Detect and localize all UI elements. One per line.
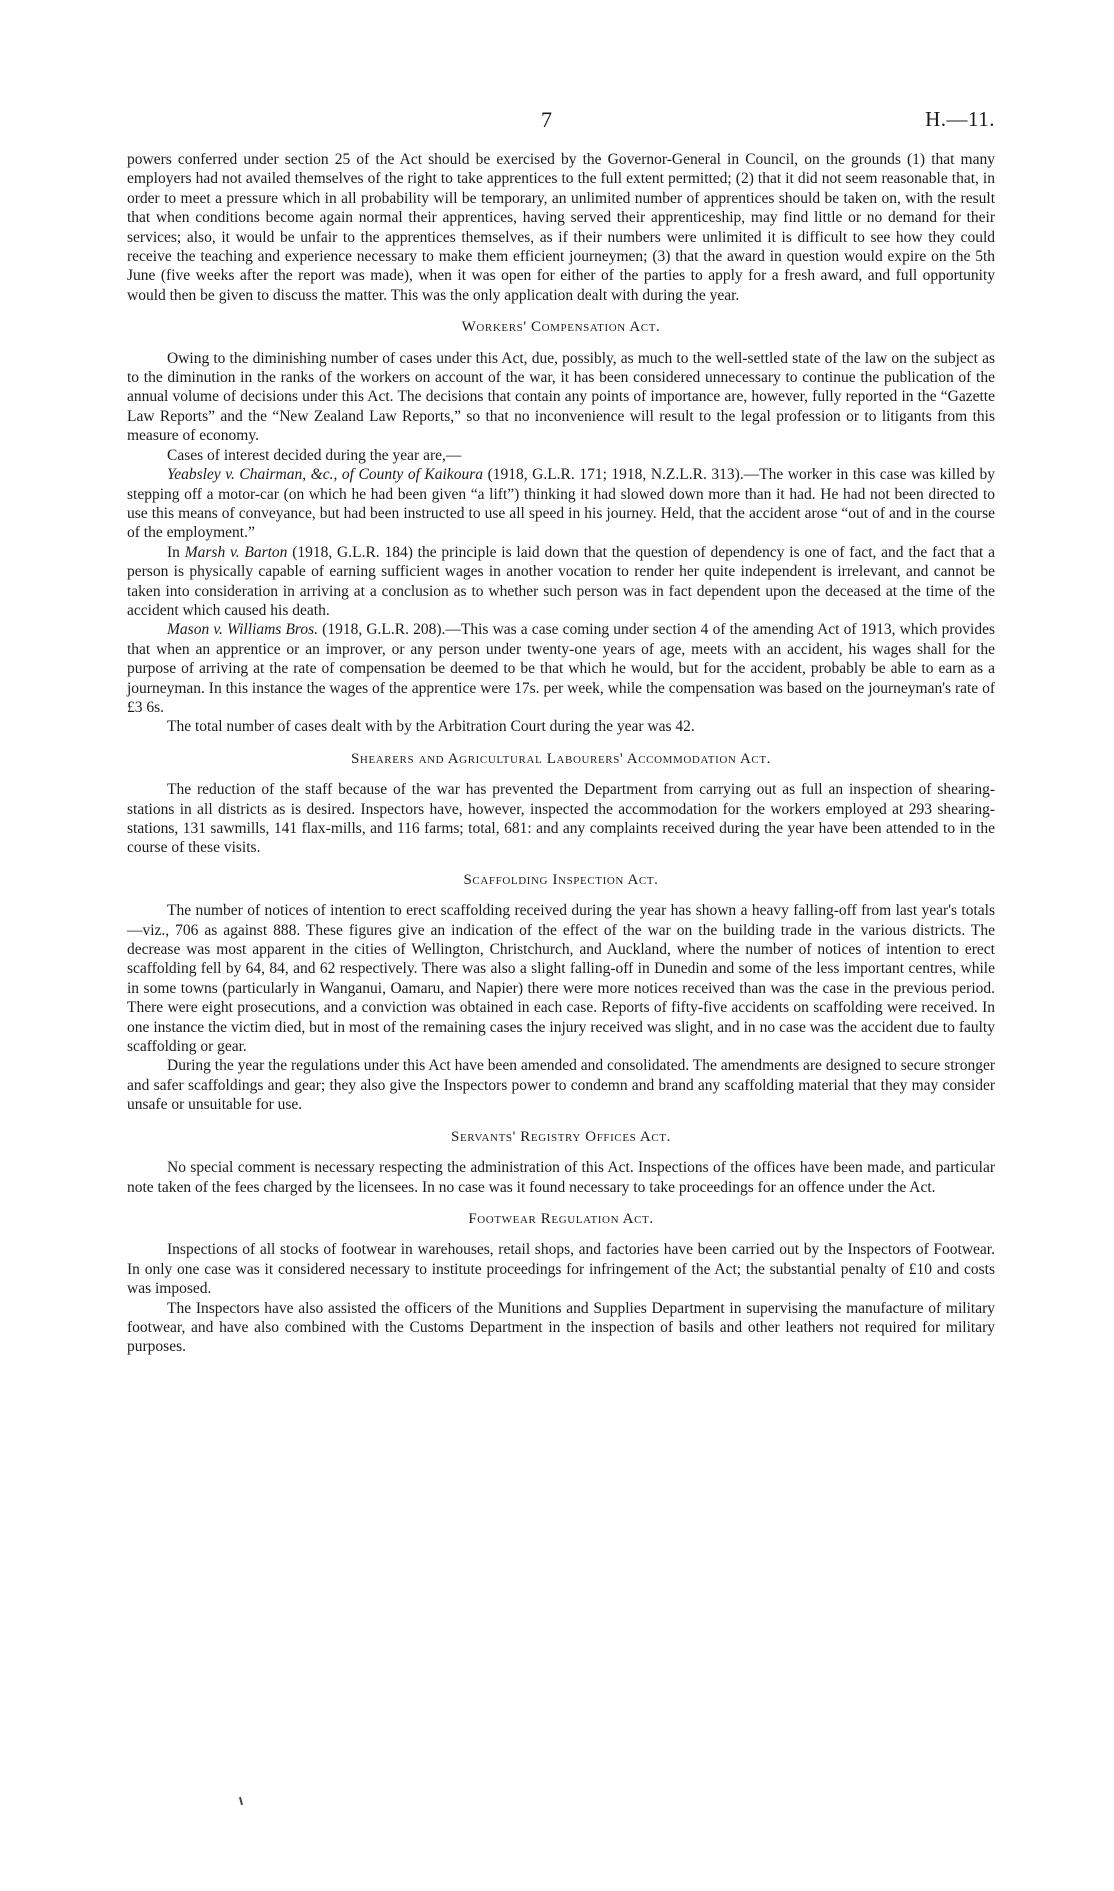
footwear-paragraph-2: The Inspectors have also assisted the officers of the Munitions and Supplies Department in supervising the manufacture of military footwear, and have also combined with the Customs Department in the inspection of basils and other leathers not required for military purposes. — [127, 1299, 995, 1356]
workers-paragraph-1: Owing to the diminishing number of cases under this Act, due, possibly, as much to the well-settled state of the law on the subject as to the diminution in the ranks of the workers on account of the war, it has been considered unnecessary to continue the publication of the annual volume of decisions under this Act. The decisions that contain any points of importance are, however, fully reported in the “Gazette Law Reports” and the “New Zealand Law Reports,” so that no inconvenience will result to the legal profession or to litigants from this measure of economy. — [127, 349, 995, 445]
shearers-paragraph: The reduction of the staff because of the war has prevented the Department from carrying out as full an inspection of shearing-stations in all districts as is desired. Inspectors have, however, inspected the accommodation for the workers employed at 293 shearing-stations, 131 sawmills, 141 flax-mills, and 116 farms; total, 681: and any complaints received during the year have been attended to in the course of these visits. — [127, 781, 995, 857]
case-marsh — [127, 543, 995, 621]
case-prefix: In — [167, 543, 180, 561]
case-name: Mason v. Williams Bros. — [167, 621, 319, 639]
workers-total-paragraph: The total number of cases dealt with by the Arbitration Court during the year was 42. — [167, 718, 695, 736]
document-code: H.—11. — [925, 107, 995, 131]
stray-mark — [239, 1797, 243, 1805]
section-title-scaffolding: Scaffolding Inspection Act. — [463, 871, 659, 888]
intro-paragraph: powers conferred under section 25 of the Act should be exercised by the Governor-General in Council, on the grounds (1) that many employers had not availed themselves of the right to take apprentices to the full extent permitted; (2) that it did not seem reasonable that, in order to meet a pressure which in all probability will be temporary, an unlimited number of apprentices should be taken on, with the result that when conditions become again normal their apprentices, having served their apprenticeship, may find little or no demand for their services; also, it would be unfair to the apprentices themselves, as if their numbers were unlimited it is difficult to see how they could receive the teaching and experience necessary to make them efficient journeymen; (3) that the award in question would expire on the 5th June (five weeks after the report was made), when it was open for either of the parties to apply for a fresh award, and full opportunity would then be given to discuss the matter. This was the only application dealt with during the year. — [127, 151, 995, 304]
footwear-paragraph-1: Inspections of all stocks of footwear in warehouses, retail shops, and factories have been carried out by the Inspectors of Footwear. In only one case was it considered necessary to institute proceedings for infringement of the Act; the substantial penalty of £10 and costs was imposed. — [127, 1241, 995, 1298]
case-name: Yeabsley v. Chairman, &c., of County of Kaikoura — [167, 466, 483, 484]
workers-paragraph-2: Cases of interest decided during the year are,— — [167, 446, 462, 464]
page-number: 7 — [541, 107, 552, 132]
section-title-workers-compensation: Workers' Compensation Act. — [461, 319, 661, 336]
case-text: (1918, G.L.R. 208).—This was a case coming under section 4 of the amending Act of 1913, which provides that when an apprentice or an improver, or any person under twenty-one years of age, meets with an accident, his wages shall for the purpose of arriving at the rate of compensation be deemed to be that which he would, but for the accident, probably be able to earn as a journeyman. In this instance the wages of the apprentice were 17s. per week, while the compensation was based on the journeyman's rate of £3 6s. — [127, 621, 996, 716]
case-text: (1918, G.L.R. 184) the principle is laid down that the question of dependency is one of fact, and the fact that a person is physically capable of earning sufficient wages in another vocation to render her quite independent is irrelevant, and cannot be taken into consideration in arriving at a conclusion as to whether such person was in fact dependent upon the deceased at the time of the accident which caused his death. — [127, 543, 996, 619]
section-title-shearers: Shearers and Agricultural Labourers' Accommodation Act. — [350, 750, 772, 767]
section-title-footwear: Footwear Regulation Act. — [468, 1210, 654, 1227]
document-page — [127, 107, 996, 1357]
case-name: Marsh v. Barton — [184, 543, 288, 561]
scaffolding-paragraph-1: The number of notices of intention to erect scaffolding received during the year has shown a heavy falling-off from last year's totals—viz., 706 as against 888. These figures give an indication of the effect of the war on the building trade in the various districts. The decrease was most apparent in the cities of Wellington, Christchurch, and Auckland, where the number of notices of intention to erect scaffolding fell by 64, 84, and 62 respectively. There was also a slight falling-off in Dunedin and some of the less important centres, while in some towns (particularly in Wanganui, Oamaru, and Napier) there were more notices received than was the case in the previous period. There were eight prosecutions, and a conviction was obtained in each case. Reports of fifty-five accidents on scaffolding were received. In one instance the victim died, but in most of the remaining cases the injury received was slight, and in no case was the accident due to faulty scaffolding or gear. — [127, 902, 995, 1056]
section-title-servants: Servants' Registry Offices Act. — [451, 1128, 671, 1145]
page-header — [127, 107, 995, 150]
scaffolding-paragraph-2: During the year the regulations under this Act have been amended and consolidated. The amendments are designed to secure stronger and safer scaffoldings and gear; they also give the Inspectors power to condemn and brand any scaffolding material that they may consider unsafe or unsuitable for use. — [127, 1057, 995, 1114]
case-mason — [127, 620, 995, 717]
servants-paragraph: No special comment is necessary respecting the administration of this Act. Inspections of the offices have been made, and particular note taken of the fees charged by the licensees. In no case was it found necessary to take proceedings for an offence under the Act. — [127, 1159, 995, 1196]
case-text: (1918, G.L.R. 171; 1918, N.Z.L.R. 313).—The worker in this case was killed by stepping off a motor-car (on which he had been given “a lift”) thinking it had slowed down more than it had. He had not been directed to use this means of conveyance, but had been instructed to use all speed in his journey. Held, that the accident arose “out of and in the course of the employment.” — [127, 466, 996, 542]
case-yeabsley — [127, 465, 995, 543]
